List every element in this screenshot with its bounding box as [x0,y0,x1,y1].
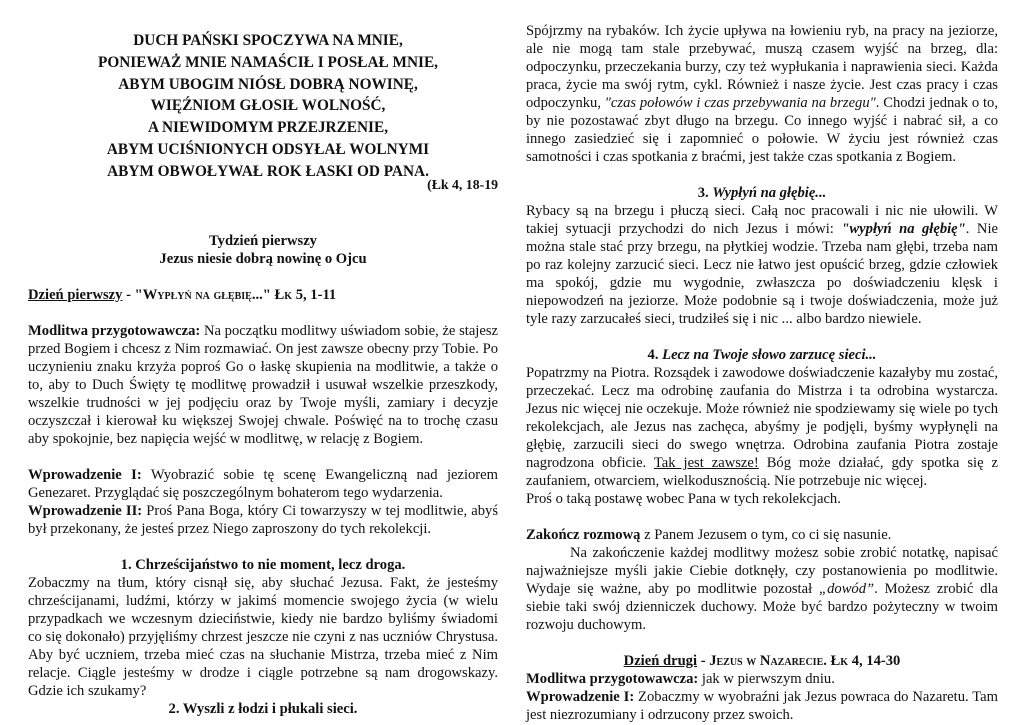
motto-line: A NIEWIDOMYM PRZEJRZENIE, [147,119,389,137]
intro1-text: Wyobrazić sobie tę scenę Ewangeliczną nad jeziorem Genezaret. Przyglądać się poszczególnym bohaterom tego wydarzenia. [28,466,498,501]
intro2-text: Proś Pana Boga, który Ci towarzyszy w tej modlitwie, abyś był przekonany, że jesteś przez Niego zaproszony do tych rekolekcji. [28,502,498,537]
intro2-label: Wprowadzenie II: [28,502,143,519]
closing-text: z Panem Jezusem o tym, co ci się nasunie. [640,527,892,543]
point1-heading: 1. Chrześcijaństwo to nie moment, lecz droga. [120,556,406,573]
day2-prayer-text: jak w pierwszym dniu. [698,671,835,687]
closing-label: Zakończ rozmową [526,527,641,543]
day1-intro2 [28,502,498,538]
point4-emphasis: Tak jest zawsze! [653,455,759,471]
point4-number: 4. [647,347,659,363]
day2-intro1-text: Zobaczmy w wyobraźni jak Jezus powraca do Nazaretu. Tam jest niezrozumiany i odrzucony przez swoich. [526,689,998,723]
week-subtitle: Jezus niesie dobrą nowinę o Ojcu [159,250,367,267]
day2-title [526,652,998,670]
motto-line: PONIEWAŻ MNIE NAMAŚCIŁ I POSŁAŁ MNIE, [98,53,438,71]
week-title: Tydzień pierwszy [209,232,317,249]
point3-title: Wypłyń na głębię... [712,185,827,201]
point2-text-a: Spójrzmy na rybaków. Ich życie upływa na łowieniu ryb, na pracy na jeziorze, ale nie mogą tam stale przebywać, muszą czasem wyjść na brzeg, dla: odpoczynku, przeczekania burzy, czy też wypłukania i naprawienia sieci. Każda praca, życie ma swój rytm, cykl. Również i nasze życie. Jest czas pracy i czas odpoczynku, [526,23,998,111]
motto-line: ABYM OBWOŁYWAŁ ROK ŁASKI OD PANA. [107,162,429,180]
note-quote: „dowód” [818,581,875,597]
intro1-label: Wprowadzenie I: [28,466,142,483]
point3-text-b: . Nie można stale stać przy brzegu, na płytkiej wodzie. Trzeba nam głębi, trzeba nam po raz kolejny zarzucić sieci. Lecz nie łatwo jest opuścić brzeg, gdzie człowiek ma spokój, gdzie mu wygodnie, zwłaszcza po doświadczeniu klęsk i niepowodzeń na jeziorze. Może podobnie są i twoje doświadczenia, może już tyle razy zarzucałeś sieci, trudziłeś się i nic ... albo bardzo niewiele. [526,221,998,327]
note-text-b: . Możesz zrobić dla siebie taki swój dzienniczek duchowy. Może być bardzo pożyteczny w twoim rozwoju duchowym. [526,581,998,633]
motto-line: ABYM UCIŚNIONYCH ODSYŁAŁ WOLNYMI [106,140,430,158]
day2-intro1 [526,688,998,724]
note-text-a: Na zakończenie każdej modlitwy możesz sobie zrobić notatkę, napisać najważniejsze myśli jakie Ciebie dotknęły, czy postanowienia po modlitwie. Wydaje się ważne, aby po modlitwie pozostał [526,545,998,597]
day2-title-text: - Jezus w Nazarecie. Łk 4, 14-30 [700,653,901,669]
point3-quote: "wypłyń na głębię" [841,221,966,237]
point3-text-a: Rybacy są na brzegu i płuczą sieci. Całą noc pracowali i nic nie ułowili. W takiej sytuacji przychodzi do nich Jezus i mówi: [526,203,998,237]
day2-prayer-label: Modlitwa przygotowawcza: [526,671,699,687]
prayer-text: Na początku modlitwy uświadom sobie, że stajesz przed Bogiem i chcesz z Nim rozmawiać. On jest zawsze obecny przy Tobie. Po uczynieniu znaku krzyża poproś Go o łaskę skupienia na modlitwie, a także o to, aby to Duch Święty tę modlitwę prowadził i usuwał wszelkie przeszkody, wszelkie trudności w jej podjęciu oraz by Twoje myśli, zamiary i decyzje oczyszczał i kierował ku większej Swojej chwale. Poświęć na to trochę czasu aby spokojnie, bez napięcia wejść w modlitwę, w relację z Bogiem. [28,322,498,447]
motto-line: DUCH PAŃSKI SPOCZYWA NA MNIE, [133,32,403,49]
point4-request: Proś o taką postawę wobec Pana w tych rekolekcjach. [526,491,841,507]
point4-text-b: Bóg może działać, gdy spotka się z zaufaniem, otwarciem, wielkodusznością. Nie potrzebuje nic więcej. [526,455,998,489]
point2-heading: 2. Wyszli z łodzi i płukali sieci. [168,700,358,717]
day2-prayer [526,670,998,688]
day1-title [28,286,498,304]
closing [526,526,998,544]
point3-number: 3. [697,185,709,201]
point2-text-b: . Chodzi jednak o to, by nie pozostawać zbyt długo na brzegu. Co innego wyjść i nabrać sił, a co innego zasiedzieć się i zapomnieć o połowie. W życiu jest również czas samotności i czas spotkania z braćmi, jest także czas spotkania z Bogiem. [526,95,998,165]
motto-line: ABYM UBOGIM NIÓSŁ DOBRĄ NOWINĘ, [118,75,418,93]
motto-line: WIĘŹNIOM GŁOSIŁ WOLNOŚĆ, [150,97,386,115]
point4-text-a: Popatrzmy na Piotra. Rozsądek i zawodowe doświadczenie kazałyby mu zostać, przeczekać. Lecz ma odrobinę zaufania do Mistrza i ta odrobina wystarcza. Jezus nic więcej nie oczekuje. Może również nie spodziewamy się wiele po tych rekolekcjach, ale Jezus nas zachęca, abyśmy je podjęli, byśmy wypłynęli na głębię, zarzucili sieci do swego wnętrza. Odrobina zaufania Piotra zostaje nagrodzona obficie. [526,365,998,471]
note-paragraph [526,544,998,634]
point4-title: Lecz na Twoje słowo zarzucę sieci... [662,347,877,363]
day2-intro1-label: Wprowadzenie I: [526,689,635,705]
point2-text [526,22,998,166]
point4-heading [526,346,998,364]
day1-prayer [28,322,498,448]
point2-quote: "czas połowów i czas przebywania na brzegu" [604,95,876,111]
point1-text: Zobaczmy na tłum, który cisnął się, aby słuchać Jezusa. Fakt, że jesteśmy chrześcijanami, ludźmi, którzy w jakimś momencie swojego życia (w wielu przypadkach we wczesnym dzieciństwie, kiedy nie bardzo byliśmy świadomi co się dokonało) przyjęliśmy chrzest jeszcze nie czyni z nas uczniów Chrystusa. Aby być uczniem, trzeba mieć czas na słuchanie Mistrza, trzeba mieć z Nim relacje. Ciągle jesteśmy w drodze i ciągle potrzebne są nam drogowskazy. Gdzie ich szukamy? [28,574,498,699]
day2-label: Dzień drugi [623,653,698,669]
motto-verse [28,0,498,183]
point3-text [526,202,998,328]
point3-heading [526,184,998,202]
day1-intro1 [28,466,498,502]
motto-reference: (Łk 4, 18-19 [427,176,498,192]
day1-label: Dzień pierwszy [28,286,123,303]
left-column [28,0,498,718]
right-column [526,22,998,724]
prayer-label: Modlitwa przygotowawcza: [28,322,201,339]
point4-text [526,364,998,490]
day1-title-text: - "Wypłyń na głębię..." Łk 5, 1-11 [126,286,337,303]
